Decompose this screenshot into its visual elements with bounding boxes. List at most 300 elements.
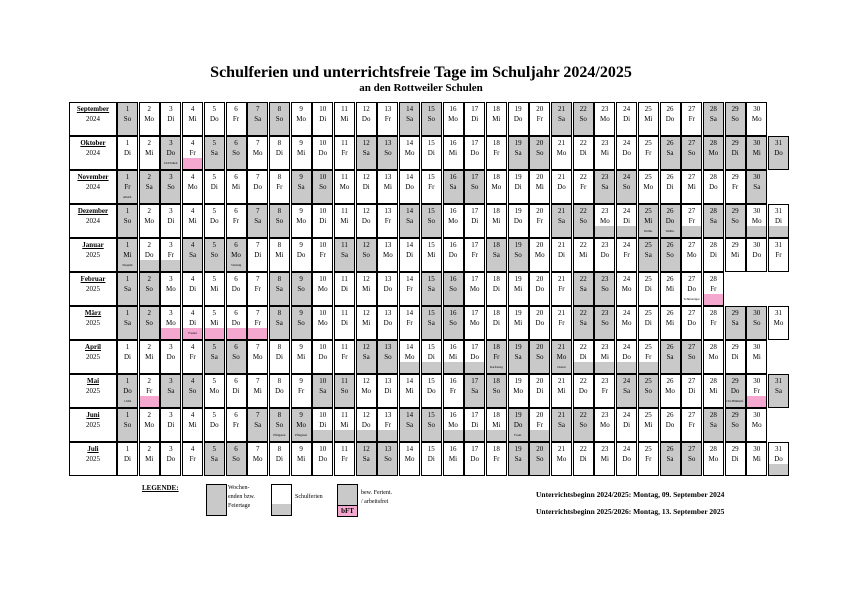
month-row: [69, 306, 798, 340]
day-note: Weihn.: [665, 229, 675, 233]
day-note: [444, 158, 463, 169]
day-number: 8: [277, 275, 282, 283]
day-number: 28: [709, 241, 717, 249]
day-cell: [638, 442, 659, 476]
weekday: So: [579, 115, 587, 123]
weekday: Di: [124, 353, 131, 361]
day-number: 31: [775, 207, 782, 215]
weekday: So: [123, 421, 132, 429]
weekday: Sa: [167, 387, 175, 395]
day-number: 23: [601, 139, 609, 147]
weekday: So: [449, 319, 457, 327]
weekday: So: [731, 217, 739, 225]
day-cell: [746, 340, 767, 374]
day-note: [422, 124, 441, 135]
day-number: 18: [492, 105, 500, 113]
day-cell: [768, 238, 789, 272]
day-cell: [334, 408, 355, 442]
weekday: Fr: [493, 353, 500, 361]
day-cell: [421, 408, 442, 442]
weekday: Mo: [665, 387, 675, 395]
day-cell: [421, 306, 442, 340]
day-cell: [312, 442, 333, 476]
day-note: [140, 158, 159, 169]
day-number: 10: [319, 309, 327, 317]
day-number: 9: [299, 105, 303, 113]
day-note: [444, 464, 463, 475]
day-number: 20: [536, 105, 544, 113]
day-note: [227, 396, 246, 407]
month-name: September: [76, 105, 110, 113]
weekday: Fr: [384, 421, 391, 429]
weekday: Mo: [166, 319, 176, 327]
day-number: 21: [558, 241, 565, 249]
day-cell: [660, 408, 681, 442]
day-cell: [204, 136, 225, 170]
day-number: 6: [234, 105, 238, 113]
month-year: 2025: [86, 353, 100, 361]
weekday: Sa: [297, 183, 305, 191]
weekday: Mi: [448, 149, 458, 157]
weekday: Di: [210, 183, 218, 191]
day-number: 25: [644, 173, 652, 181]
day-note: [335, 294, 354, 305]
day-note: [530, 294, 549, 305]
day-cell: [464, 102, 485, 136]
day-cell: [551, 408, 572, 442]
day-note: [769, 464, 788, 475]
day-note: [118, 158, 137, 169]
day-number: 22: [579, 343, 587, 351]
weekday: Sa: [362, 353, 370, 361]
day-note: [357, 260, 376, 271]
day-number: 21: [558, 343, 565, 351]
day-note: [509, 192, 528, 203]
day-note: [161, 464, 180, 475]
day-cell: [226, 306, 247, 340]
weekday: So: [687, 353, 696, 361]
day-note: [335, 124, 354, 135]
weekday: Mi: [514, 285, 523, 293]
day-number: 24: [623, 105, 631, 113]
weekday: Mi: [123, 251, 132, 259]
day-number: 17: [471, 173, 479, 181]
day-number: 7: [255, 275, 260, 283]
day-cell: [443, 136, 464, 170]
legend-free-swatch: [337, 484, 358, 506]
day-note: [248, 192, 267, 203]
day-cell: [226, 170, 247, 204]
day-number: 7: [255, 309, 260, 317]
weekday: Fr: [558, 319, 565, 327]
weekday: Mo: [404, 353, 415, 361]
month-label: [69, 238, 117, 272]
day-number: 20: [536, 309, 544, 317]
day-cell: [226, 408, 247, 442]
day-number: 29: [731, 309, 739, 317]
month-label: [69, 374, 117, 408]
weekday: So: [232, 455, 240, 463]
day-cell: [377, 102, 398, 136]
weekday: Di: [471, 115, 479, 123]
legend-free-text: bew. Ferient. / arbeitsfrei: [361, 490, 393, 505]
day-number: 30: [753, 309, 761, 317]
weekday: Do: [210, 217, 219, 225]
day-number: 2: [147, 105, 151, 113]
day-note: [357, 464, 376, 475]
day-cell: [746, 238, 767, 272]
weekday: Do: [296, 251, 306, 259]
day-number: 25: [644, 207, 652, 215]
day-cell: [247, 374, 268, 408]
weekday: Mo: [708, 455, 719, 463]
weekday: Mo: [773, 319, 784, 327]
day-note: [465, 294, 484, 305]
weekday: Mi: [514, 319, 523, 327]
day-number: 26: [666, 377, 674, 385]
day-number: 25: [644, 411, 652, 419]
day-note: [313, 124, 332, 135]
day-cell: [594, 238, 615, 272]
weekday: Sa: [124, 319, 131, 327]
day-cell: [573, 374, 594, 408]
weekday: Sa: [145, 183, 153, 191]
day-cell: [638, 272, 659, 306]
day-cell: [247, 102, 268, 136]
day-note: [639, 124, 658, 135]
month-name: Juni: [86, 411, 100, 419]
day-cell: [399, 238, 420, 272]
day-cell: [117, 272, 138, 306]
weekday: Mi: [297, 353, 306, 361]
day-cell: [551, 136, 572, 170]
weekday: Do: [166, 149, 176, 157]
day-note: [118, 124, 137, 135]
day-cell: [573, 408, 594, 442]
day-cell: [725, 442, 746, 476]
day-cell: [226, 340, 247, 374]
day-note: [552, 430, 571, 441]
day-cell: [312, 306, 333, 340]
day-note: [313, 226, 332, 237]
weekday: Mo: [751, 421, 762, 429]
day-number: 27: [688, 377, 696, 385]
day-number: 8: [277, 173, 282, 181]
weekday: Do: [622, 353, 631, 361]
weekday: Mo: [448, 115, 458, 123]
day-number: 28: [709, 343, 717, 351]
day-cell: [703, 238, 724, 272]
day-note: [574, 362, 593, 373]
day-note: [248, 260, 267, 271]
day-note: [552, 328, 571, 339]
weekday: So: [319, 183, 327, 191]
day-note: [661, 362, 680, 373]
weekday: So: [687, 149, 696, 157]
day-number: 17: [471, 377, 479, 385]
legend-bft-swatch: [337, 505, 358, 517]
day-note: [595, 192, 614, 203]
day-note: [639, 396, 658, 407]
day-number: 25: [644, 309, 652, 317]
day-note: [617, 226, 636, 237]
day-number: 24: [623, 207, 631, 215]
day-note: [292, 260, 311, 271]
day-cell: [377, 136, 398, 170]
day-number: 4: [190, 207, 195, 215]
day-note: [682, 464, 701, 475]
day-cell: [117, 374, 138, 408]
day-number: 5: [212, 309, 217, 317]
day-number: 16: [449, 411, 457, 419]
day-note: [313, 464, 332, 475]
day-note: [704, 464, 723, 475]
day-note: [682, 260, 701, 271]
month-label: [69, 136, 117, 170]
weekday: So: [666, 251, 674, 259]
weekday: Mi: [644, 217, 653, 225]
day-note: [400, 362, 419, 373]
day-note: [465, 362, 484, 373]
day-cell: [269, 374, 290, 408]
weekday: So: [601, 319, 609, 327]
month-name: März: [84, 309, 102, 317]
day-note: [140, 192, 159, 203]
day-cell: [377, 272, 398, 306]
day-cell: [768, 306, 789, 340]
weekday: Mo: [556, 455, 567, 463]
weekday: Sa: [558, 115, 565, 123]
day-number: 27: [688, 241, 696, 249]
weekday: Do: [448, 251, 458, 259]
day-note: [227, 362, 246, 373]
day-number: 14: [406, 343, 414, 351]
day-cell: [443, 408, 464, 442]
day-cell: [312, 136, 333, 170]
weekday: Fr: [558, 285, 565, 293]
day-cell: [660, 340, 681, 374]
weekday: Do: [687, 319, 696, 327]
day-note: [682, 192, 701, 203]
day-number: 4: [190, 309, 195, 317]
day-number: 29: [731, 139, 739, 147]
weekday: Do: [210, 115, 219, 123]
month-year: 2024: [86, 217, 100, 225]
day-cell: [638, 306, 659, 340]
day-number: 20: [536, 275, 544, 283]
day-number: 15: [427, 411, 435, 419]
day-note: [704, 396, 723, 407]
day-cell: [573, 204, 594, 238]
day-number: 7: [255, 105, 260, 113]
day-number: 27: [688, 207, 696, 215]
day-note: [574, 464, 593, 475]
day-cell: [681, 442, 702, 476]
day-number: 18: [492, 173, 500, 181]
day-number: 7: [255, 241, 260, 249]
month-row: [69, 204, 798, 238]
day-cell: [508, 170, 529, 204]
weekday: Fr: [384, 217, 391, 225]
day-number: 13: [384, 275, 392, 283]
weekday: Do: [665, 421, 675, 429]
day-number: 18: [492, 139, 500, 147]
weekday: Mi: [210, 285, 219, 293]
day-cell: [182, 170, 203, 204]
weekday: So: [427, 115, 435, 123]
day-cell: [334, 306, 355, 340]
weekday: Mo: [643, 183, 654, 191]
day-note: [682, 124, 701, 135]
weekday: Mo: [144, 217, 155, 225]
weekday: Mo: [383, 251, 393, 259]
day-note: [617, 294, 636, 305]
day-cell: [486, 170, 507, 204]
day-cell: [160, 170, 181, 204]
day-cell: [508, 204, 529, 238]
day-cell: [182, 238, 203, 272]
weekday: Sa: [514, 353, 522, 361]
weekday: Do: [405, 183, 414, 191]
day-note: [270, 294, 289, 305]
day-number: 9: [299, 139, 303, 147]
weekday: Mo: [404, 455, 415, 463]
day-number: 2: [147, 207, 151, 215]
weekday: Fr: [384, 115, 391, 123]
day-cell: [638, 204, 659, 238]
weekday: Mi: [600, 353, 609, 361]
day-number: 6: [234, 173, 238, 181]
day-cell: [660, 204, 681, 238]
weekday: Do: [123, 387, 132, 395]
day-note: [118, 294, 137, 305]
day-note: [357, 226, 376, 237]
day-cell: [160, 306, 181, 340]
day-number: 24: [623, 445, 631, 453]
weekday: So: [145, 319, 153, 327]
day-number: 29: [731, 343, 739, 351]
day-cell: [204, 306, 225, 340]
weekday: Fr: [341, 455, 348, 463]
weekday: Sa: [406, 217, 414, 225]
weekday: Sa: [579, 319, 587, 327]
day-note: [530, 362, 549, 373]
day-number: 27: [688, 275, 696, 283]
month-label: [69, 408, 117, 442]
page-subtitle: an den Rottweiler Schulen: [359, 82, 483, 94]
weekday: Do: [231, 319, 241, 327]
weekday: Mo: [751, 115, 762, 123]
day-number: 12: [362, 411, 370, 419]
day-cell: [638, 340, 659, 374]
weekday: So: [123, 217, 132, 225]
weekday: Di: [623, 421, 631, 429]
month-year: 2024: [86, 183, 100, 191]
day-number: 22: [579, 139, 587, 147]
day-cell: [443, 272, 464, 306]
day-number: 31: [775, 377, 782, 385]
day-note: [140, 124, 159, 135]
day-number: 3: [169, 377, 173, 385]
day-cell: [356, 442, 377, 476]
day-number: 5: [212, 275, 217, 283]
day-number: 15: [427, 173, 435, 181]
weekday: Fr: [623, 251, 630, 259]
day-note: [378, 464, 397, 475]
day-note: [661, 294, 680, 305]
day-number: 20: [536, 343, 544, 351]
day-cell: [247, 136, 268, 170]
month-row: [69, 170, 798, 204]
day-note: [313, 260, 332, 271]
day-cell: [703, 340, 724, 374]
day-cell: [594, 408, 615, 442]
weekday: Mo: [621, 319, 632, 327]
weekday: Do: [557, 183, 566, 191]
day-number: 28: [709, 139, 717, 147]
day-number: 19: [514, 411, 522, 419]
day-note: [639, 464, 658, 475]
day-note: [574, 124, 593, 135]
day-note: [487, 124, 506, 135]
day-note: [509, 260, 528, 271]
day-number: 16: [449, 139, 457, 147]
day-note: [270, 158, 289, 169]
day-number: 28: [709, 445, 717, 453]
day-note: [530, 192, 549, 203]
day-note: [487, 158, 506, 169]
day-number: 22: [579, 105, 587, 113]
day-cell: [573, 136, 594, 170]
day-number: 18: [492, 275, 500, 283]
weekday: Di: [731, 455, 739, 463]
day-cell: [269, 408, 290, 442]
weekday: Sa: [189, 251, 197, 259]
weekday: Di: [492, 285, 500, 293]
day-number: 8: [277, 241, 282, 249]
day-cell: [421, 442, 442, 476]
day-number: 14: [406, 377, 414, 385]
weekday: Mo: [252, 149, 263, 157]
day-cell: [377, 408, 398, 442]
weekday: So: [753, 319, 761, 327]
day-number: 17: [471, 343, 479, 351]
day-cell: [464, 204, 485, 238]
day-note: [400, 124, 419, 135]
day-cell: [334, 374, 355, 408]
day-number: 11: [341, 377, 348, 385]
weekday: Sa: [623, 387, 631, 395]
weekday: Di: [579, 149, 587, 157]
weekday: Mo: [404, 149, 415, 157]
day-note: [465, 192, 484, 203]
weekday: Do: [665, 217, 675, 225]
day-number: 19: [514, 275, 522, 283]
month-row: [69, 102, 798, 136]
day-cell: [226, 272, 247, 306]
day-number: 14: [406, 411, 414, 419]
day-number: 3: [169, 343, 173, 351]
day-cell: [399, 272, 420, 306]
day-number: 6: [234, 411, 238, 419]
day-note: [357, 396, 376, 407]
day-number: 19: [514, 173, 522, 181]
day-note: [140, 260, 159, 271]
weekday: Sa: [210, 149, 218, 157]
day-number: 24: [623, 241, 631, 249]
day-cell: [638, 238, 659, 272]
day-note: [183, 464, 202, 475]
